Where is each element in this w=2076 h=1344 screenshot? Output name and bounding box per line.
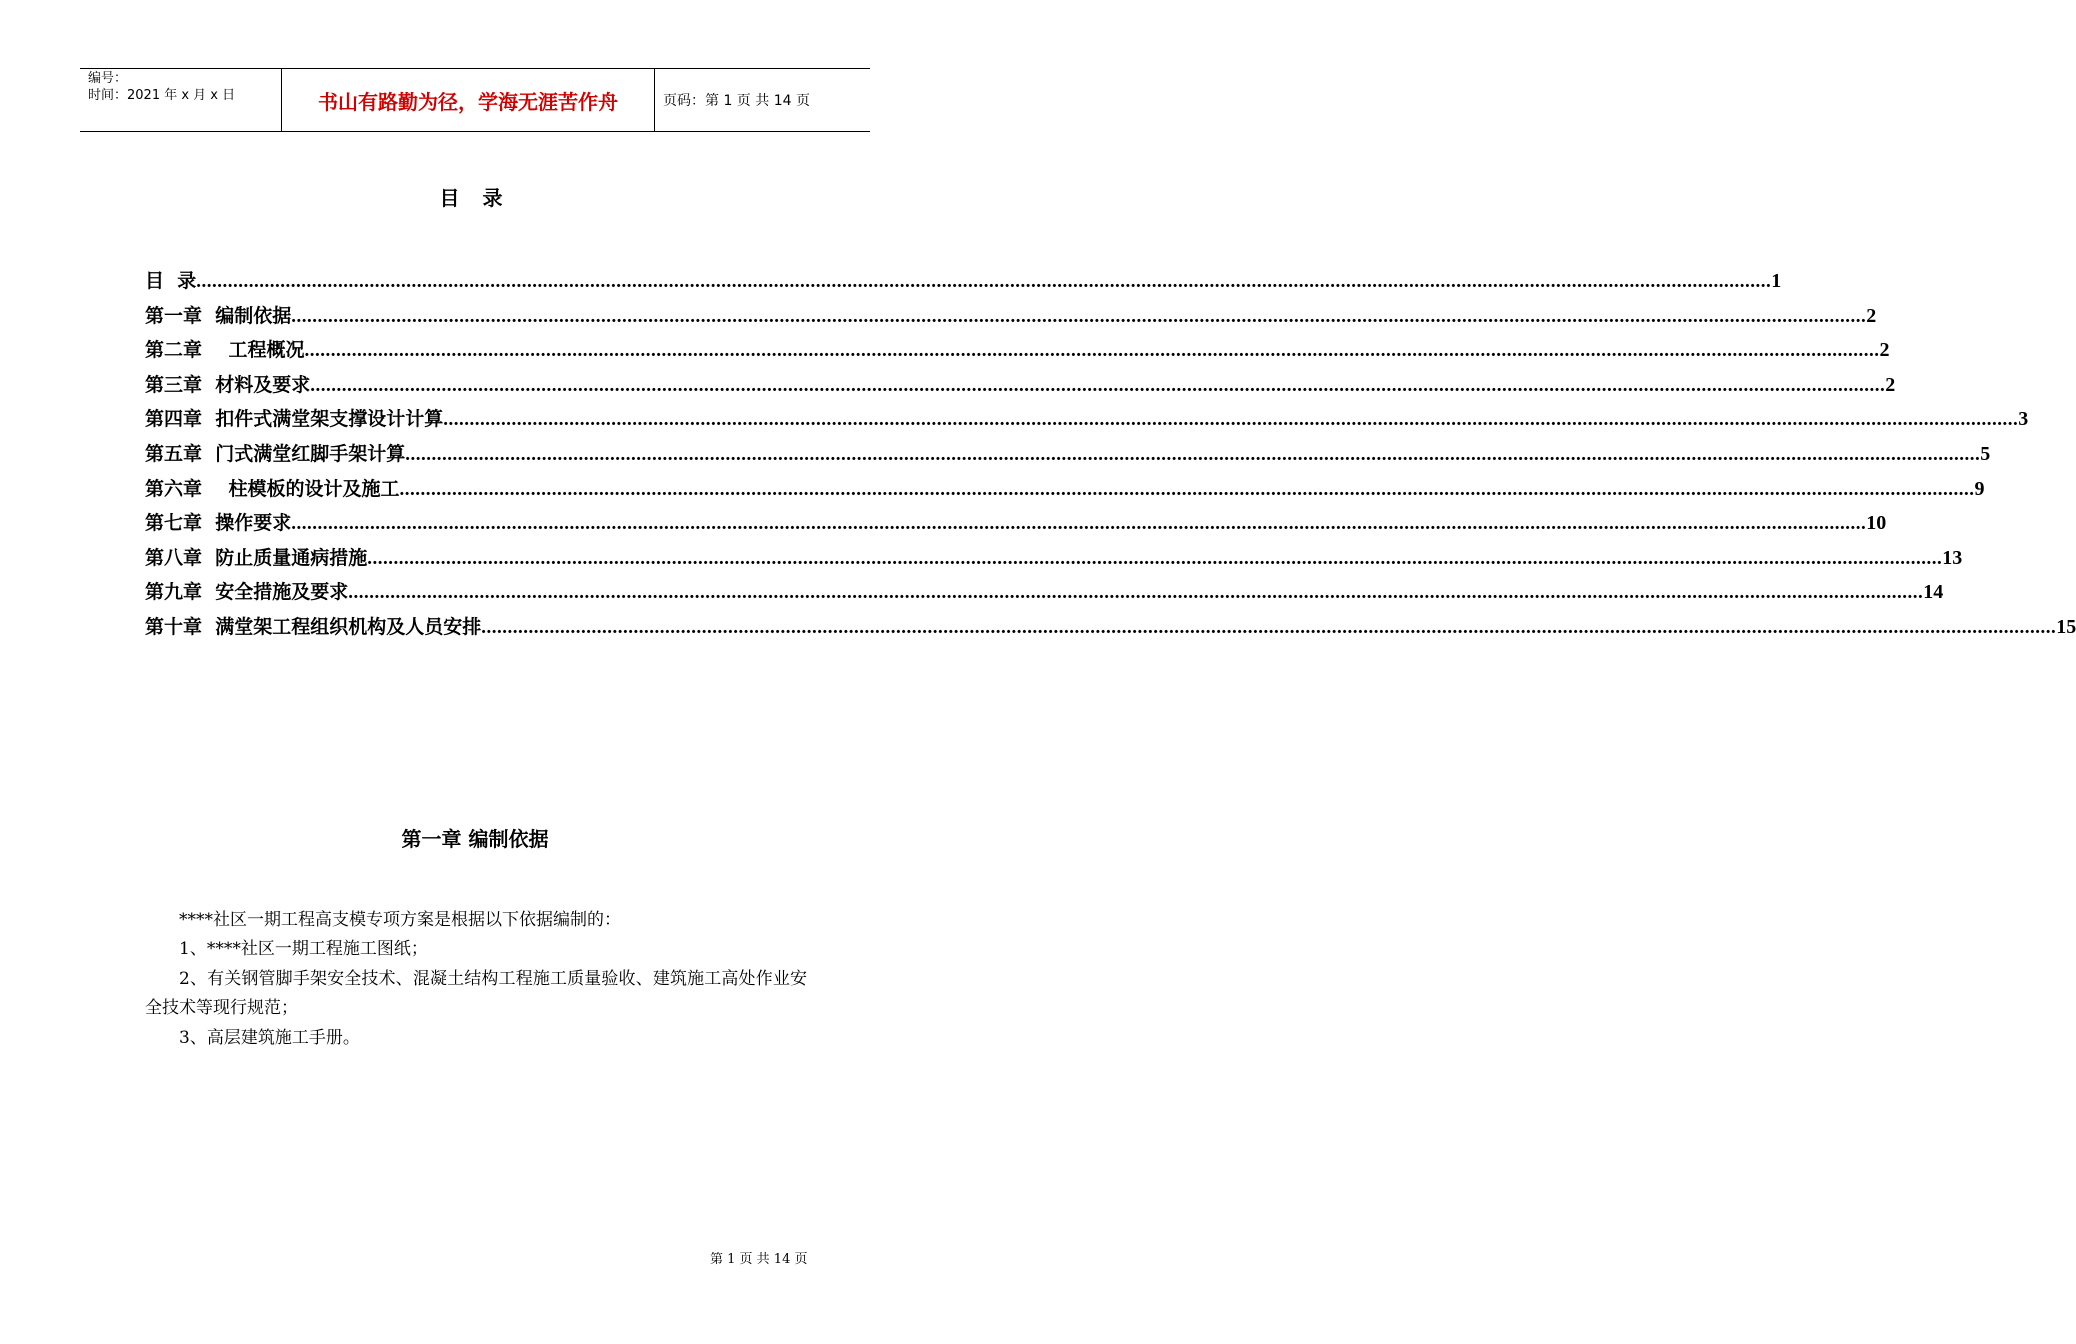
toc-entry-label: 第四章 扣件式满堂架支撑设计计算 xyxy=(145,408,444,431)
header-info-cell xyxy=(80,69,282,131)
toc-entry-page: 10 xyxy=(1866,512,1887,535)
body-paragraph: 1、****社区一期工程施工图纸； xyxy=(179,939,428,960)
toc-entry-page: 9 xyxy=(1974,477,1985,500)
toc-entry-label: 第一章 编制依据 xyxy=(145,304,292,327)
toc-entry-label: 第五章 门式满堂红脚手架计算 xyxy=(145,442,406,465)
page-header xyxy=(80,68,870,132)
toc-entry-label: 第八章 防止质量通病措施 xyxy=(145,546,368,569)
toc-entry[interactable] xyxy=(145,577,1944,612)
toc-entry[interactable] xyxy=(145,370,1896,405)
toc-entry[interactable] xyxy=(145,508,1887,543)
header-motto: 书山有路勤为径，学海无涯苦作舟 xyxy=(318,90,618,114)
toc-leader-dots: ............................................................................................................................................................................................................................................................................................................ xyxy=(310,374,1886,396)
body-paragraph: 2、有关钢管脚手架安全技术、混凝土结构工程施工质量验收、建筑施工高处作业安全技术等现行规范； xyxy=(145,968,807,1019)
toc-leader-dots: ............................................................................................................................................................................................................................................................................................................ xyxy=(291,305,1867,327)
table-of-contents xyxy=(145,266,2076,647)
toc-entry-page: 14 xyxy=(1923,581,1944,604)
toc-leader-dots: ............................................................................................................................................................................................................................................................................................................ xyxy=(304,340,1880,362)
toc-leader-dots: ............................................................................................................................................................................................................................................................................................................ xyxy=(405,443,1981,465)
toc-entry[interactable] xyxy=(145,543,1963,578)
toc-entry-page: 1 xyxy=(1771,270,1782,292)
toc-entry[interactable] xyxy=(145,404,2029,439)
header-time-label: 时间：2021 年 x 月 x 日 xyxy=(88,88,236,103)
toc-entry-page: 2 xyxy=(1879,339,1890,362)
toc-entry-page: 3 xyxy=(2018,408,2029,431)
toc-entry-label: 第二章 工程概况 xyxy=(145,339,305,362)
toc-entry[interactable] xyxy=(145,612,2076,647)
toc-leader-dots: ............................................................................................................................................................................................................................................................................................................ xyxy=(348,582,1924,604)
chapter-body xyxy=(145,906,807,1053)
toc-entry-label: 目 录 xyxy=(145,270,197,292)
header-page-cell xyxy=(655,69,870,131)
toc-entry-label: 第九章 安全措施及要求 xyxy=(145,581,349,604)
toc-title: 目 录 xyxy=(439,186,511,210)
toc-leader-dots: ............................................................................................................................................................................................................................................................................................................ xyxy=(291,513,1867,535)
chapter-title: 第一章 编制依据 xyxy=(401,827,549,851)
toc-entry-label: 第三章 材料及要求 xyxy=(145,373,311,396)
toc-leader-dots: ............................................................................................................................................................................................................................................................................................................ xyxy=(443,409,2019,431)
toc-entry-page: 5 xyxy=(1980,442,1991,465)
page-footer: 第 1 页 共 14 页 xyxy=(710,1252,808,1267)
toc-entry-label: 第七章 操作要求 xyxy=(145,512,292,535)
toc-entry[interactable] xyxy=(145,335,1890,370)
header-number-label: 编号： xyxy=(88,71,128,86)
toc-entry[interactable] xyxy=(145,301,1877,336)
toc-leader-dots: ............................................................................................................................................................................................................................................................................................................ xyxy=(399,478,1975,500)
toc-entry-page: 13 xyxy=(1942,546,1963,569)
toc-entry-page: 2 xyxy=(1885,373,1896,396)
toc-entry-page: 15 xyxy=(2056,615,2076,638)
toc-entry[interactable] xyxy=(145,474,1985,509)
body-paragraph: ****社区一期工程高支模专项方案是根据以下依据编制的： xyxy=(179,910,621,930)
toc-entry-page: 2 xyxy=(1866,304,1877,327)
toc-entry-label: 第十章 满堂架工程组织机构及人员安排 xyxy=(145,615,482,638)
header-motto-cell xyxy=(282,69,655,131)
toc-entry[interactable] xyxy=(145,439,1991,474)
toc-leader-dots: ............................................................................................................................................................................................................................................................................................................ xyxy=(367,547,1943,569)
header-page-label: 页码：第 1 页 共 14 页 xyxy=(663,93,810,109)
toc-entry-label: 第六章 柱模板的设计及施工 xyxy=(145,477,400,500)
body-paragraph: 3、高层建筑施工手册。 xyxy=(179,1027,360,1048)
toc-leader-dots: ............................................................................................................................................................................................................................................................................................................ xyxy=(196,271,1772,292)
toc-entry[interactable] xyxy=(145,266,1782,301)
toc-leader-dots: ............................................................................................................................................................................................................................................................................................................ xyxy=(481,616,2057,638)
